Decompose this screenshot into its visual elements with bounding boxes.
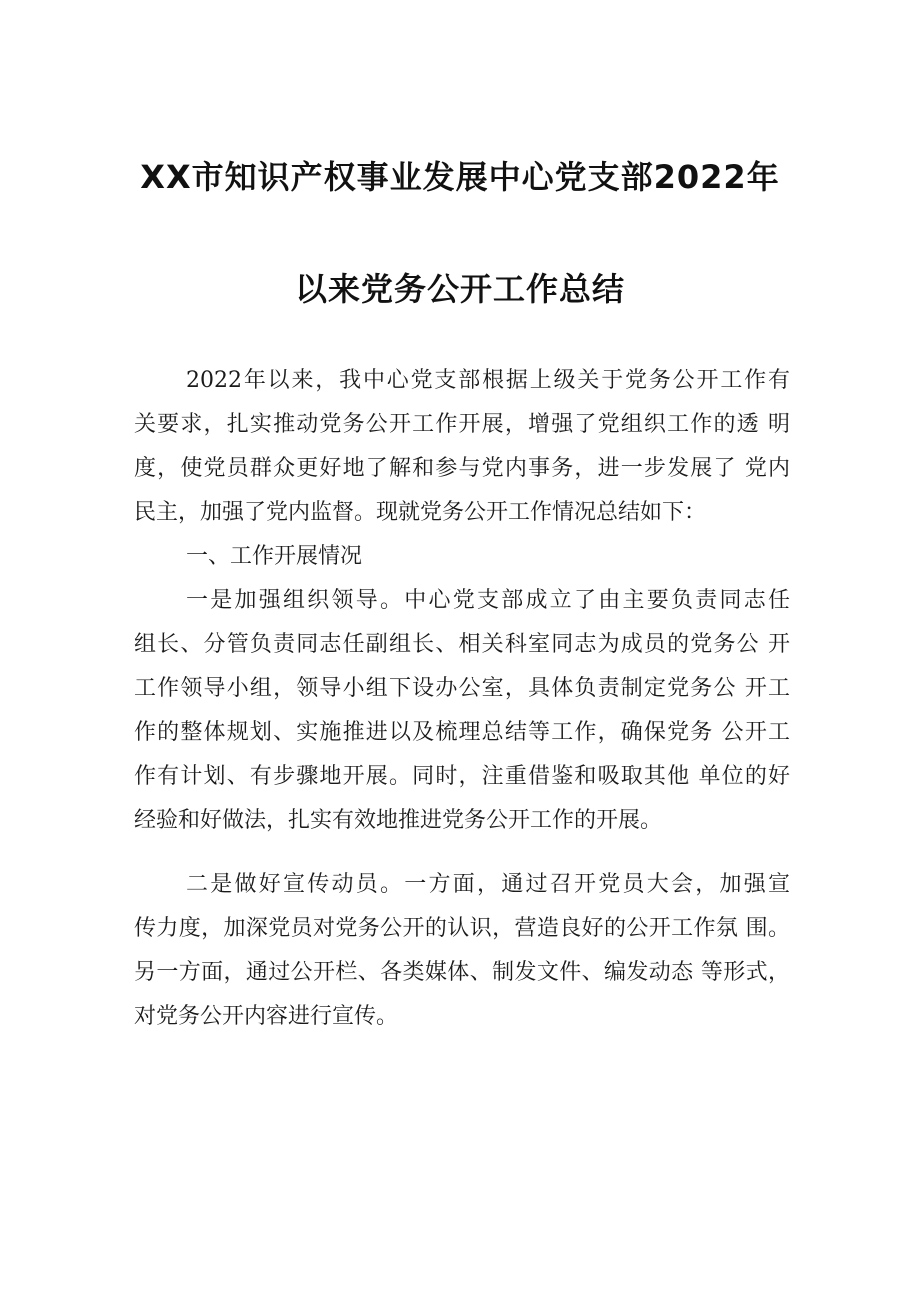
paragraph-1-line-1: 2022年以来，我中心党支部根据上级关于党务公开工作有 — [186, 368, 790, 393]
paragraph-1-line-2: 关要求，扎实推动党务公开工作开展，增强了党组织工作的透 明 — [134, 412, 790, 437]
paragraph-4-line-2: 传力度，加深党员对党务公开的认识，营造良好的公开工作氛 围。 — [134, 916, 790, 941]
section-heading: 一、工作开展情况 — [186, 544, 363, 569]
paragraph-4-line-3: 另一方面，通过公开栏、各类媒体、制发文件、编发动态 等形式， — [134, 960, 790, 985]
paragraph-3-line-3: 工作领导小组，领导小组下设办公室，具体负责制定党务公 开工 — [134, 676, 790, 701]
paragraph-3-line-6: 经验和好做法，扎实有效地推进党务公开工作的开展。 — [134, 808, 663, 833]
paragraph-1-line-4: 民主，加强了党内监督。现就党务公开工作情况总结如下： — [134, 500, 707, 525]
paragraph-1-line-3: 度，使党员群众更好地了解和参与党内事务，进一步发展了 党内 — [134, 456, 790, 481]
paragraph-3-line-5: 作有计划、有步骤地开展。同时，注重借鉴和吸取其他 单位的好 — [134, 764, 790, 789]
paragraph-3-line-4: 作的整体规划、实施推进以及梳理总结等工作，确保党务 公开工 — [134, 720, 790, 745]
paragraph-4-line-1: 二是做好宣传动员。一方面，通过召开党员大会，加强宣 — [186, 872, 790, 897]
document-title-line-2: 以来党务公开工作总结 — [294, 270, 625, 308]
paragraph-3-line-2: 组长、分管负责同志任副组长、相关科室同志为成员的党务公 开 — [134, 632, 790, 657]
document-title-line-1: XX市知识产权事业发展中心党支部2022年 — [140, 158, 780, 196]
paragraph-3-line-1: 一是加强组织领导。中心党支部成立了由主要负责同志任 — [186, 588, 790, 613]
paragraph-4-line-4: 对党务公开内容进行宣传。 — [134, 1004, 399, 1029]
